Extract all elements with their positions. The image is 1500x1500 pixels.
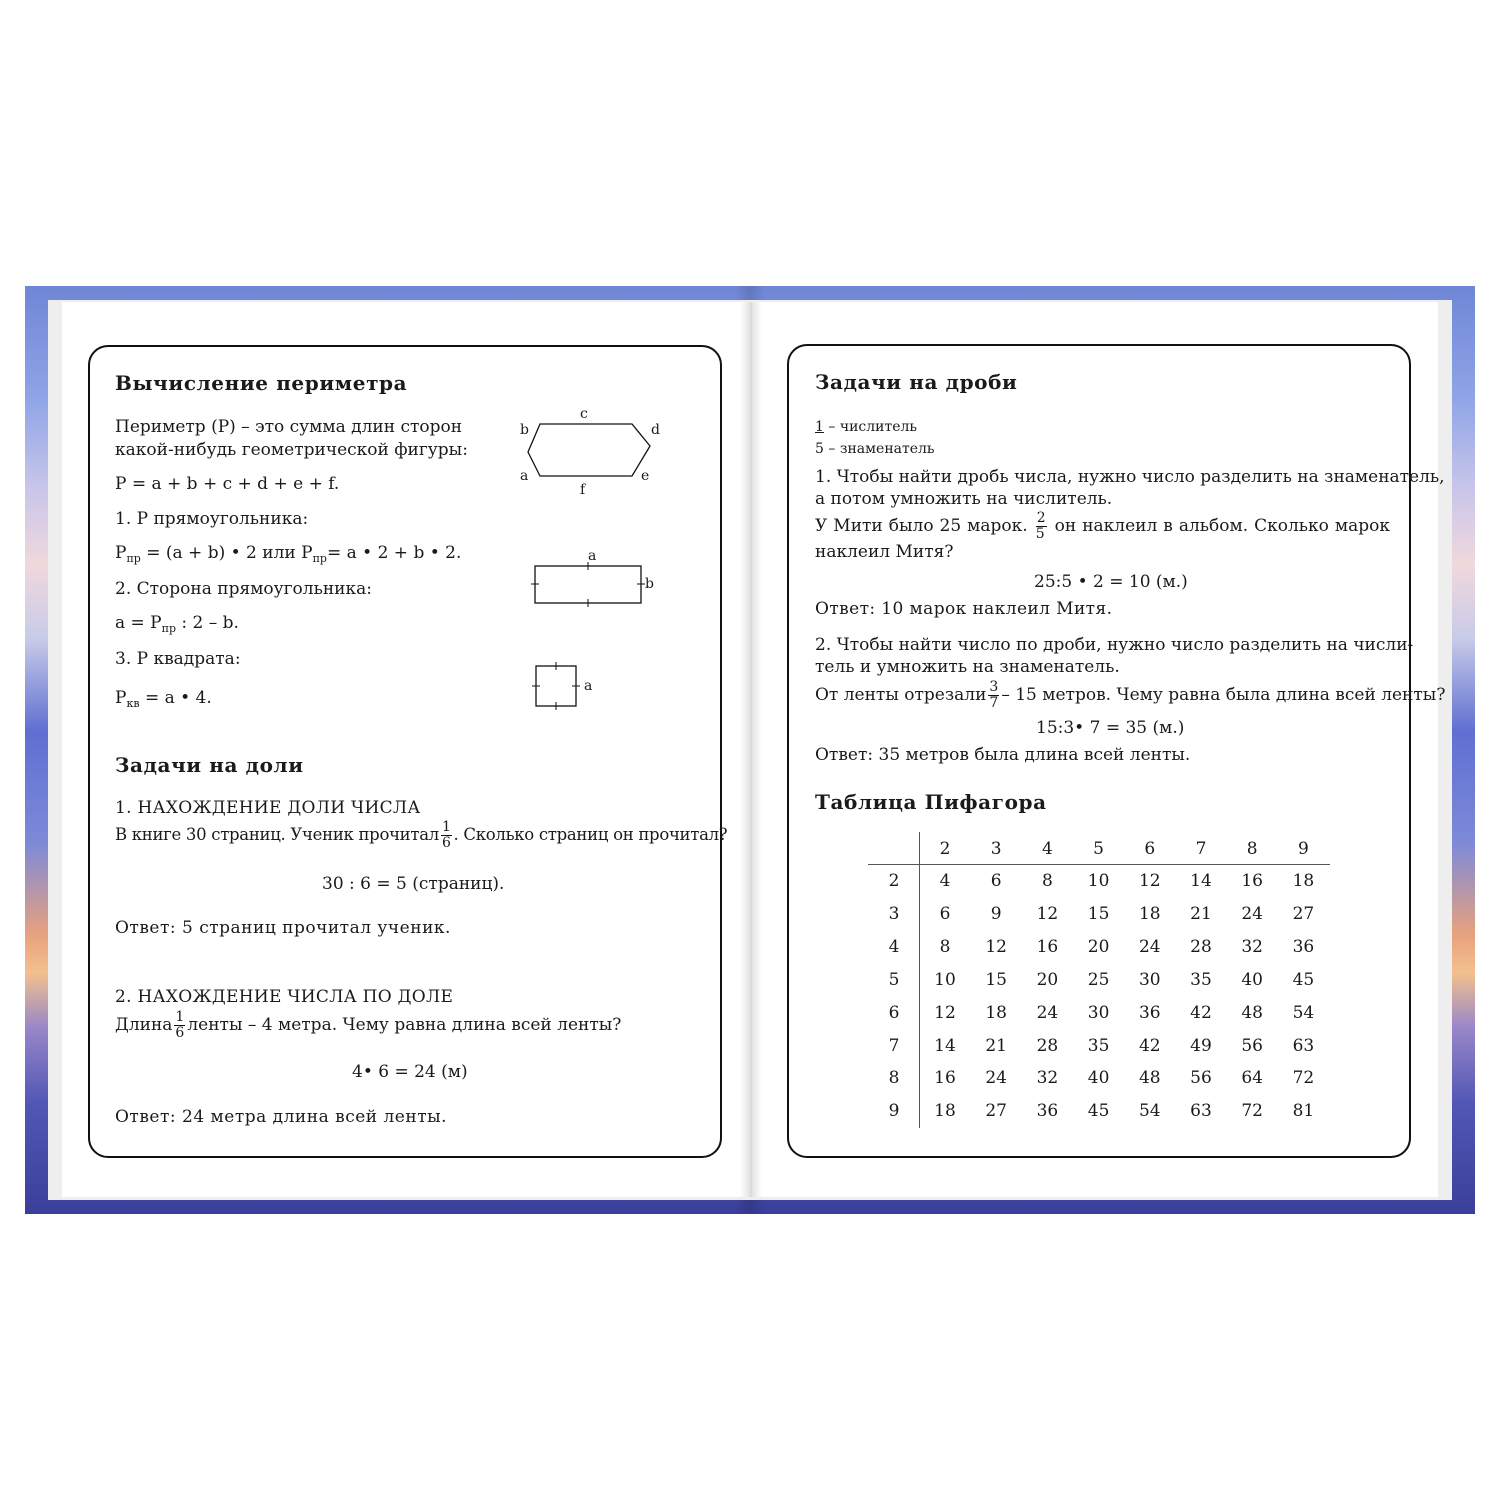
rectangle-side-heading: 2. Сторона прямоугольника: — [115, 579, 373, 599]
table-cell: 27 — [985, 1101, 1007, 1122]
perimeter-definition-line1: Периметр (P) – это сумма длин сторон — [115, 417, 463, 437]
shares-task2-answer: Ответ: 24 метра длина всей ленты. — [115, 1107, 448, 1127]
hexagon-diagram — [510, 400, 670, 500]
table-cell: 28 — [1190, 936, 1212, 957]
p-symbol: P — [115, 688, 127, 708]
text-part: он наклеил в альбом. Сколько марок — [1054, 516, 1391, 536]
table-cell: 40 — [1241, 969, 1263, 990]
square-perimeter-heading: 3. P квадрата: — [115, 649, 241, 669]
table-cell: 12 — [934, 1002, 956, 1023]
subscript: пр — [312, 552, 327, 565]
table-row-label: 8 — [888, 1068, 900, 1089]
hexagon-label-d: d — [651, 422, 660, 438]
table-header-cell: 3 — [990, 839, 1002, 859]
hexagon-label-a: a — [520, 468, 529, 484]
hexagon-label-f: f — [580, 482, 586, 498]
fractions-rule1-line1: 1. Чтобы найти дробь числа, нужно число разделить на знаменатель, — [815, 467, 1445, 487]
subscript: пр — [126, 552, 141, 565]
rectangle-perimeter-formula — [115, 543, 461, 565]
shares-task1-solution: 30 : 6 = 5 (страниц). — [322, 874, 505, 894]
table-vertical-rule — [919, 832, 920, 1128]
table-cell: 49 — [1190, 1035, 1212, 1056]
rectangle-label-b: b — [645, 576, 654, 592]
square-label-a: a — [584, 678, 593, 694]
text-part: В книге 30 страниц. Ученик прочитал — [115, 825, 439, 844]
table-cell: 45 — [1292, 969, 1315, 990]
table-cell: 24 — [985, 1068, 1007, 1089]
table-cell: 10 — [934, 969, 956, 990]
denominator: 5 — [1035, 526, 1045, 542]
formula-part: = a • 4. — [144, 688, 212, 708]
table-cell: 30 — [1138, 969, 1161, 990]
formula-part: a = P — [115, 613, 162, 633]
shares-task1-heading: 1. НАХОЖДЕНИЕ ДОЛИ ЧИСЛА — [115, 798, 421, 818]
legend-label: – числитель — [828, 419, 918, 435]
table-cell: 63 — [1292, 1035, 1315, 1056]
table-cell: 12 — [1036, 903, 1059, 924]
table-cell: 35 — [1087, 1035, 1110, 1056]
numerator-legend — [815, 417, 917, 437]
table-cell: 81 — [1292, 1101, 1315, 1122]
table-cell: 21 — [985, 1035, 1007, 1056]
table-cell: 48 — [1138, 1068, 1161, 1089]
hexagon-label-b: b — [520, 422, 529, 438]
numerator: 3 — [989, 679, 999, 695]
table-cell: 8 — [1041, 871, 1053, 891]
table-header-cell: 9 — [1297, 839, 1309, 859]
subscript: пр — [161, 622, 177, 635]
table-cell: 32 — [1036, 1068, 1059, 1089]
numerator: 1 — [175, 1009, 185, 1025]
formula-part: = (a + b) • 2 или P — [146, 543, 313, 563]
fractions-problem1-line2: наклеил Митя? — [815, 542, 954, 562]
table-cell: 16 — [1241, 871, 1263, 891]
table-cell: 72 — [1241, 1101, 1263, 1122]
table-row-label: 2 — [888, 871, 900, 891]
rectangle-diagram — [525, 545, 665, 615]
table-cell: 21 — [1190, 903, 1212, 924]
table-row-label: 9 — [888, 1101, 900, 1122]
hexagon-label-c: c — [580, 406, 588, 422]
fractions-rule2-line1: 2. Чтобы найти число по дроби, нужно число разделить на числи- — [815, 635, 1414, 655]
shares-task2-heading: 2. НАХОЖДЕНИЕ ЧИСЛА ПО ДОЛЕ — [115, 987, 454, 1007]
fractions-rule2-line2: тель и умножить на знаменатель. — [815, 657, 1120, 677]
table-cell: 45 — [1087, 1101, 1110, 1122]
fraction — [174, 1010, 185, 1041]
table-cell: 56 — [1190, 1068, 1212, 1089]
table-cell: 27 — [1292, 903, 1315, 924]
table-cell: 18 — [1138, 903, 1161, 924]
subscript: кв — [126, 697, 140, 710]
table-cell: 24 — [1241, 903, 1263, 924]
table-cell: 36 — [1138, 1002, 1161, 1023]
table-cell: 12 — [985, 936, 1007, 957]
square-shape — [536, 666, 576, 706]
fraction — [988, 680, 999, 711]
page-gutter — [740, 302, 762, 1197]
shares-title: Задачи на доли — [115, 753, 304, 777]
table-cell: 4 — [939, 871, 951, 891]
numerator: 1 — [441, 819, 451, 835]
table-header-cell: 8 — [1246, 839, 1258, 859]
table-cell: 18 — [934, 1101, 956, 1122]
square-diagram — [528, 660, 608, 712]
text-part: ленты – 4 метра. Чему равна длина всей ленты? — [187, 1015, 622, 1035]
table-cell: 54 — [1292, 1002, 1315, 1023]
legend-number: 1 — [815, 419, 824, 435]
table-cell: 18 — [1292, 871, 1315, 891]
denominator: 6 — [441, 835, 451, 851]
table-cell: 42 — [1138, 1035, 1161, 1056]
fractions-solution1: 25:5 • 2 = 10 (м.) — [1034, 572, 1188, 592]
table-cell: 56 — [1241, 1035, 1263, 1056]
table-cell: 18 — [985, 1002, 1007, 1023]
fraction — [1036, 511, 1047, 542]
table-cell: 9 — [990, 903, 1002, 924]
table-cell: 12 — [1138, 871, 1161, 891]
fractions-title: Задачи на дроби — [815, 370, 1018, 394]
fractions-answer2: Ответ: 35 метров была длина всей ленты. — [815, 745, 1191, 765]
rectangle-shape — [535, 566, 641, 603]
table-cell: 36 — [1036, 1101, 1059, 1122]
table-cell: 16 — [1036, 936, 1059, 957]
rectangle-side-formula — [115, 613, 239, 635]
perimeter-definition-line2: какой-нибудь геометрической фигуры: — [115, 440, 468, 460]
table-cell: 36 — [1292, 936, 1315, 957]
table-row-label: 4 — [888, 936, 900, 957]
perimeter-title: Вычисление периметра — [115, 371, 408, 395]
table-cell: 64 — [1241, 1068, 1263, 1089]
formula-part: : 2 – b. — [181, 613, 239, 633]
table-cell: 28 — [1036, 1035, 1059, 1056]
table-cell: 15 — [985, 969, 1007, 990]
table-header-cell: 6 — [1144, 839, 1156, 859]
denominator-legend — [815, 439, 935, 459]
table-row-label: 3 — [888, 903, 900, 924]
table-header-cell: 2 — [939, 839, 951, 859]
fractions-answer1: Ответ: 10 марок наклеил Митя. — [815, 599, 1113, 619]
table-cell: 6 — [990, 871, 1002, 891]
formula-part: = a • 2 + b • 2. — [326, 543, 462, 563]
table-cell: 14 — [934, 1035, 956, 1056]
shares-task2-solution: 4• 6 = 24 (м) — [352, 1062, 468, 1082]
table-row-label: 7 — [888, 1035, 900, 1056]
table-cell: 63 — [1190, 1101, 1212, 1122]
table-cell: 40 — [1087, 1068, 1110, 1089]
shares-task2-text — [115, 1010, 621, 1041]
denominator: 7 — [989, 695, 999, 711]
fractions-problem2 — [815, 680, 1445, 711]
rectangle-perimeter-heading: 1. P прямоугольника: — [115, 509, 309, 529]
hexagon-label-e: e — [641, 468, 650, 484]
table-header-cell: 7 — [1195, 839, 1207, 859]
pythagoras-title: Таблица Пифагора — [815, 790, 1047, 814]
table-cell: 14 — [1190, 871, 1212, 891]
table-cell: 25 — [1087, 969, 1110, 990]
table-horizontal-rule — [868, 864, 1330, 865]
table-cell: 42 — [1190, 1002, 1212, 1023]
table-cell: 48 — [1241, 1002, 1263, 1023]
text-part: У Мити было 25 марок. — [815, 516, 1028, 536]
perimeter-formula: P = a + b + c + d + e + f. — [115, 474, 340, 494]
table-cell: 15 — [1087, 903, 1110, 924]
table-cell: 24 — [1138, 936, 1161, 957]
pythagoras-table — [868, 832, 1330, 1128]
square-perimeter-formula — [115, 688, 212, 710]
text-part: От ленты отрезали — [815, 685, 987, 705]
table-cell: 32 — [1241, 936, 1263, 957]
legend-number: 5 — [815, 441, 824, 457]
table-row-label: 5 — [888, 969, 900, 990]
rectangle-label-a: a — [588, 548, 597, 564]
shares-task1-answer: Ответ: 5 страниц прочитал ученик. — [115, 918, 451, 938]
fraction — [441, 820, 452, 851]
hexagon-shape — [528, 424, 650, 476]
table-cell: 72 — [1292, 1068, 1315, 1089]
table-cell: 20 — [1087, 936, 1110, 957]
fractions-problem1-line1 — [815, 511, 1390, 542]
table-cell: 8 — [939, 936, 951, 957]
table-cell: 30 — [1087, 1002, 1110, 1023]
denominator: 6 — [175, 1025, 185, 1041]
legend-label: – знаменатель — [828, 441, 935, 457]
p-symbol: P — [115, 543, 127, 563]
table-cell: 6 — [939, 903, 951, 924]
fractions-rule1-line2: а потом умножить на числитель. — [815, 489, 1113, 509]
table-cell: 20 — [1036, 969, 1059, 990]
fractions-solution2: 15:3• 7 = 35 (м.) — [1036, 718, 1185, 738]
table-cell: 10 — [1087, 871, 1110, 891]
table-row-label: 6 — [888, 1002, 900, 1023]
shares-task1-text — [115, 820, 727, 851]
text-part: Длина — [115, 1015, 173, 1035]
table-header-cell: 5 — [1093, 839, 1104, 859]
table-cell: 16 — [934, 1068, 956, 1089]
numerator: 2 — [1036, 510, 1046, 526]
text-part: . Сколько страниц он прочитал? — [453, 825, 728, 844]
text-part: – 15 метров. Чему равна была длина всей ленты? — [1001, 685, 1446, 705]
table-header-cell: 4 — [1041, 839, 1053, 859]
table-cell: 35 — [1190, 969, 1212, 990]
table-cell: 24 — [1036, 1002, 1059, 1023]
table-cell: 54 — [1138, 1101, 1161, 1122]
